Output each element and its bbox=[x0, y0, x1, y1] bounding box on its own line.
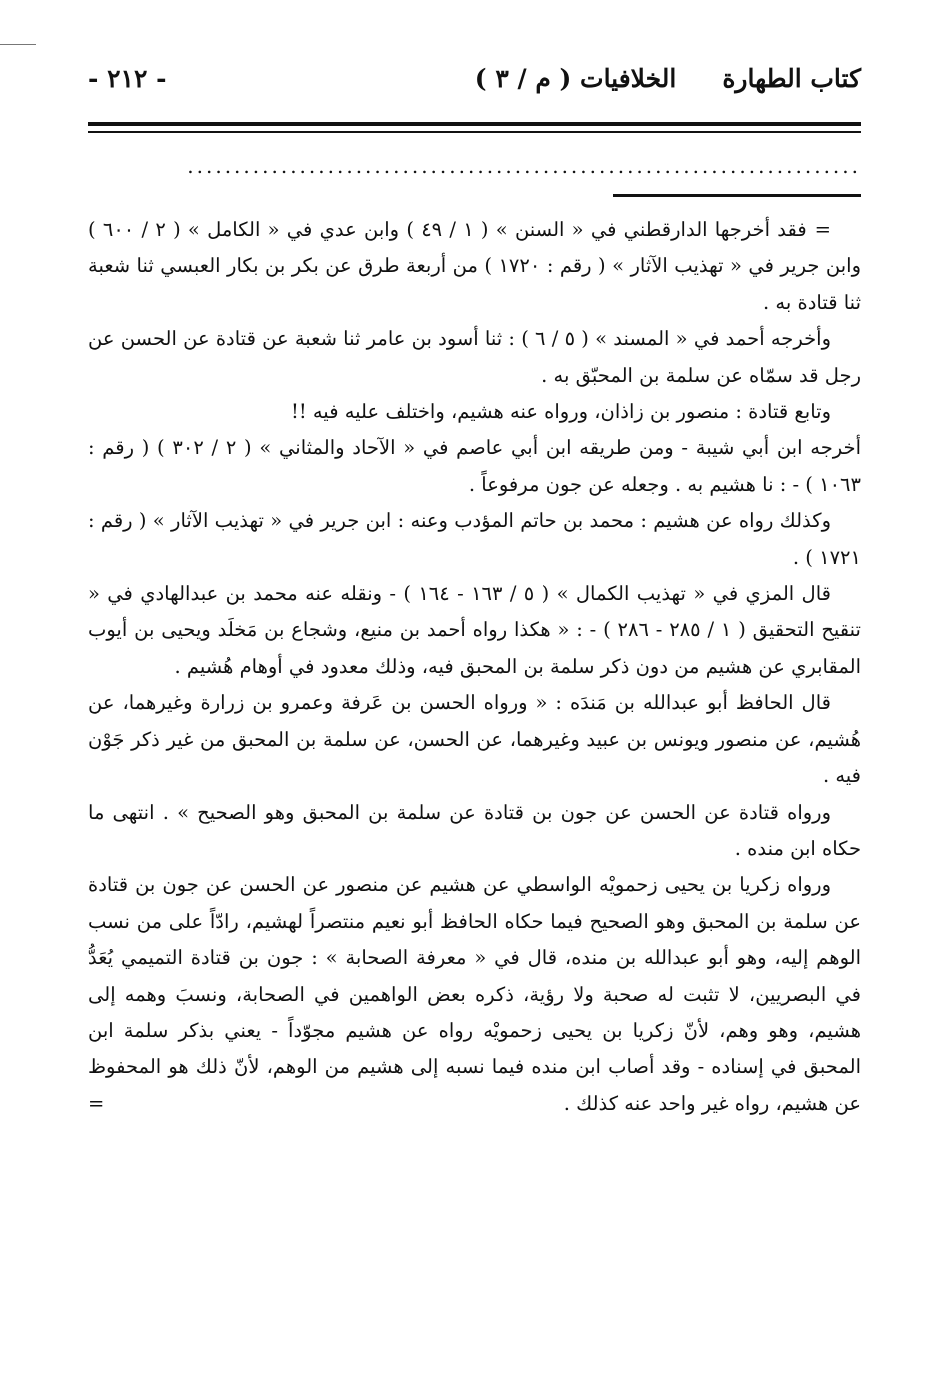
header-titles bbox=[475, 64, 861, 93]
trailing-continuation-mark: = bbox=[88, 1091, 105, 1115]
section-title: الخلافيات ( م / ٣ ) bbox=[474, 63, 677, 93]
footnote-body bbox=[88, 212, 861, 1122]
paragraph-8: ورواه قتادة عن الحسن عن جون بن قتادة عن سلمة بن المحبق وهو الصحيح » . انتهى ما حكاه ابن منده . bbox=[88, 800, 861, 860]
scan-edge-mark bbox=[0, 44, 36, 45]
paragraph-text: فقد أخرجها الدارقطني في « السنن » ( ١ / ٤٩ ) وابن عدي في « الكامل » ( ٢ / ٦٠٠ ) وابن جرير في « تهذيب الآثار » ( رقم : ١٧٢٠ ) من أربعة طرق عن بكر بن بكار العبسي ثنا شعبة ثنا قتادة به . bbox=[88, 218, 861, 314]
paragraph-4: أخرجه ابن أبي شيبة - ومن طريقه ابن أبي عاصم في « الآحاد والمثاني » ( ٢ / ٣٠٢ ) ( رقم : ١٠٦٣ ) - : نا هشيم به . وجعله عن جون مرفوعاً . bbox=[88, 436, 861, 496]
continuation-mark: = bbox=[814, 218, 832, 241]
header-rule-thin bbox=[88, 131, 861, 133]
footnote-rule bbox=[613, 194, 861, 197]
page-header bbox=[88, 58, 861, 98]
paragraph-9 bbox=[88, 867, 861, 1122]
paragraph-6: قال المزي في « تهذيب الكمال » ( ٥ / ١٦٣ - ١٦٤ ) - ونقله عنه محمد بن عبدالهادي في « تنقيح التحقيق ( ١ / ٢٨٥ - ٢٨٦ ) - : « هكذا رواه أحمد بن منيع، وشجاع بن مَخلَد ويحيى بن أيوب المقابري عن هشيم من دون ذكر سلمة بن المحبق فيه، وذلك معدود في أوهام هُشيم . bbox=[88, 582, 861, 678]
book-title: كتاب الطهارة bbox=[722, 63, 861, 93]
dotted-separator: ........................................................................ bbox=[187, 156, 861, 176]
page-number: - ٢١٢ - bbox=[88, 63, 167, 93]
paragraph-1 bbox=[88, 212, 861, 321]
paragraph-2: وأخرجه أحمد في « المسند » ( ٥ / ٦ ) : ثنا أسود بن عامر ثنا شعبة عن قتادة عن الحسن عن رجل قد سمّاه عن سلمة بن المحبّق به . bbox=[88, 327, 861, 387]
paragraph-text: ورواه زكريا بن يحيى زحمويْه الواسطي عن هشيم عن منصور عن الحسن عن جون بن قتادة عن سلمة بن المحبق وهو الصحيح فيما حكاه الحافظ أبو نعيم منتصراً لهشيم، رادّاً على من نسب الوهم إليه، وهو أبو عبدالله بن منده، قال في « معرفة الصحابة » : جون بن قتادة التميمي يُعَدُّ في البصريين، لا تثبت له صحبة ولا رؤية، ذكره بعض الواهمين في الصحابة، ونسبَ وهمه إلى هشيم، وهو وهم، لأنّ زكريا بن يحيى زحمويْه رواه عن هشيم مجوّداً - يعني بذكر سلمة ابن المحبق في إسناده - وقد أصاب ابن منده فيما نسبه إلى هشيم من الوهم، لأنّ ذلك هو المحفوظ عن هشيم، رواه غير واحد عنه كذلك . bbox=[88, 873, 861, 1115]
paragraph-5: وكذلك رواه عن هشيم : محمد بن حاتم المؤدب وعنه : ابن جرير في « تهذيب الآثار » ( رقم : ١٧٢١ ) . bbox=[88, 509, 861, 569]
paragraph-3: وتابع قتادة : منصور بن زاذان، ورواه عنه هشيم، واختلف عليه فيه !! bbox=[290, 400, 831, 424]
paragraph-7: قال الحافظ أبو عبدالله بن مَندَه : « ورواه الحسن بن عَرفة وعمرو بن زرارة وغيرهما، عن هُشيم، عن منصور ويونس بن عبيد وغيرهما، عن الحسن، عن سلمة بن المحبق من غير ذكر جَوْن فيه . bbox=[88, 691, 861, 788]
header-rule-thick bbox=[88, 122, 861, 126]
